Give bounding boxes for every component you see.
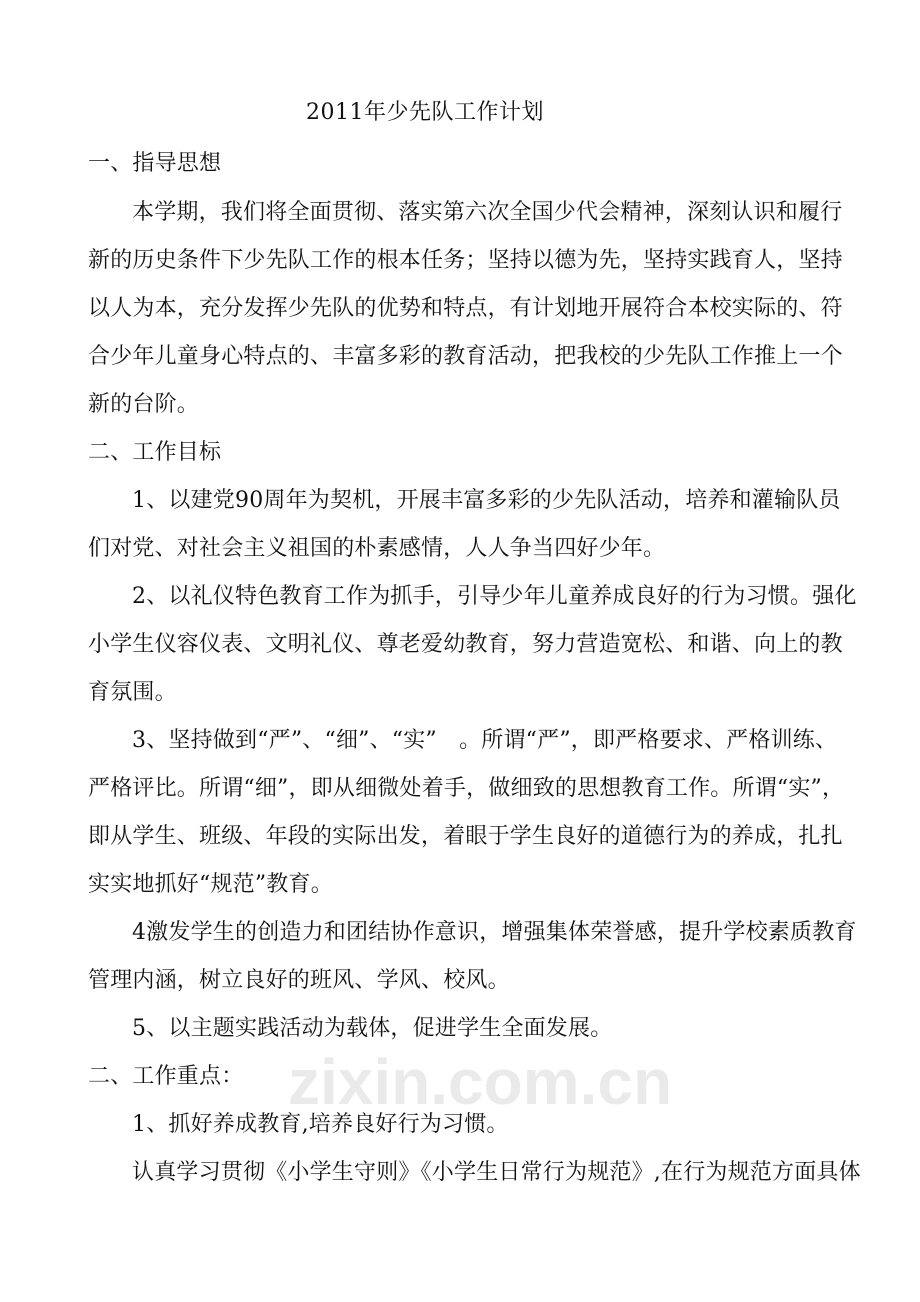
paragraph-line: 新的台阶。 (88, 392, 200, 417)
paragraph-line: 管理内涵，树立良好的班风、学风、校风。 (88, 968, 510, 993)
paragraph-line: 育氛围。 (88, 680, 177, 705)
paragraph-line: 1、以建党90周年为契机，开展丰富多彩的少先队活动，培养和灌输队员 (132, 488, 841, 513)
paragraph-line: 2、以礼仪特色教育工作为抓手，引导少年儿童养成良好的行为习惯。强化 (132, 584, 857, 609)
paragraph-line: 以人为本，充分发挥少先队的优势和特点，有计划地开展符合本校实际的、符 (88, 296, 843, 321)
document-title: 2011年少先队工作计划 (306, 100, 544, 125)
paragraph-line: 3、坚持做到“严”、“细”、“实” 。所谓“严”，即严格要求、严格训练、 (132, 728, 838, 753)
heading-guiding-ideology: 一、指导思想 (88, 151, 222, 176)
paragraph-line: 合少年儿童身心特点的、丰富多彩的教育活动，把我校的少先队工作推上一个 (88, 344, 843, 369)
paragraph-line: 们对党、对社会主义祖国的朴素感情，人人争当四好少年。 (88, 536, 666, 561)
paragraph-line: 5、以主题实践活动为载体，促进学生全面发展。 (132, 1016, 613, 1041)
paragraph-line: 本学期，我们将全面贯彻、落实第六次全国少代会精神，深刻认识和履行 (132, 200, 843, 225)
heading-work-goals: 二、工作目标 (88, 440, 222, 465)
paragraph-line: 认真学习贯彻《小学生守则》《小学生日常行为规范》,在行为规范方面具体 (132, 1160, 861, 1185)
paragraph-line: 严格评比。所谓“细”，即从细微处着手，做细致的思想教育工作。所谓“实”， (88, 776, 845, 801)
heading-work-focus: 二、工作重点： (88, 1064, 244, 1089)
paragraph-line: 新的历史条件下少先队工作的根本任务；坚持以德为先，坚持实践育人，坚持 (88, 248, 843, 273)
paragraph-line: 小学生仪容仪表、文明礼仪、尊老爱幼教育，努力营造宽松、和谐、向上的教 (88, 632, 843, 657)
paragraph-line: 实实地抓好“规范”教育。 (88, 872, 333, 897)
paragraph-line: 1、抓好养成教育,培养良好行为习惯。 (132, 1112, 509, 1137)
watermark-text: zixin.com.cn (287, 1046, 673, 1118)
paragraph-line: 即从学生、班级、年段的实际出发，着眼于学生良好的道德行为的养成，扎扎 (88, 824, 843, 849)
paragraph-line: 4激发学生的创造力和团结协作意识，增强集体荣誉感，提升学校素质教育 (132, 920, 857, 945)
